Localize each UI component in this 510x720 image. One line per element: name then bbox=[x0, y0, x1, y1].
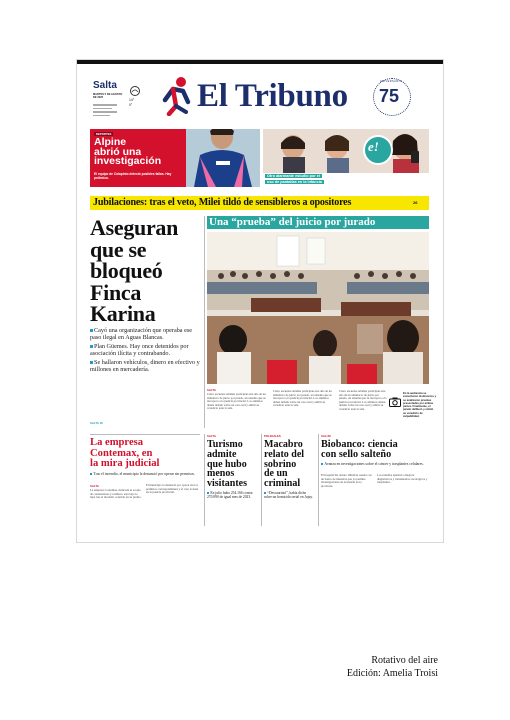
juicio-headline: Una “prueba” del juicio por jurado bbox=[209, 216, 376, 228]
lead-page-ref: SALTA 18 bbox=[90, 421, 103, 425]
alpine-title bbox=[94, 138, 161, 167]
column-divider bbox=[261, 434, 262, 526]
macabro-headline-line: de un bbox=[264, 468, 288, 480]
turismo-headline-line: que hubo bbox=[207, 458, 247, 470]
lead-bullet-text: Cayó una organización que operaba ese paso ilegal en Aguas Blancas. bbox=[90, 327, 192, 341]
turismo-sub-text: En julio hubo 254.166 contra 270.890 de igual mes de 2023. bbox=[207, 491, 253, 500]
contemax-headline-line: Contemax, en bbox=[90, 447, 153, 459]
e-badge-label: e! bbox=[368, 139, 379, 154]
edition-city: Salta bbox=[93, 80, 117, 91]
biobanco-sub-text: Avanza en investigaciones sobre el cáncer y trasplantes celulares. bbox=[324, 462, 424, 466]
weather-icon bbox=[129, 84, 141, 96]
contemax-headline-line: La empresa bbox=[90, 437, 144, 448]
macabro-headline-line: criminal bbox=[264, 478, 301, 490]
biobanco-sub bbox=[321, 462, 429, 466]
juicio-body-cont: Cinco escuelas salteñas participan este año de un simulacro de juicio por jurado, un sistema que se incorpora a la justicia provincial. Los alumnos deben debatir sobre un caso real y emitir su veredicto ante la sala. bbox=[273, 390, 332, 408]
turismo-headline-line: Turismo bbox=[207, 439, 243, 450]
turismo-headline[interactable] bbox=[207, 440, 263, 489]
driver-photo bbox=[186, 129, 260, 187]
bullet-square-icon bbox=[90, 345, 93, 348]
column-divider bbox=[318, 434, 319, 526]
macabro-headline-line: Macabro bbox=[264, 439, 303, 450]
turismo-headline-line: admite bbox=[207, 448, 237, 460]
banner-page-ref: 26 bbox=[413, 200, 418, 205]
turismo-kicker: SALTA bbox=[207, 434, 216, 438]
contemax-headline[interactable] bbox=[90, 438, 200, 470]
anniversary-ring-label: ANIVERSARIO bbox=[380, 80, 403, 83]
bullet-square-icon bbox=[90, 361, 93, 364]
macabro-sub bbox=[264, 491, 314, 499]
anniversary-number: 75 bbox=[379, 86, 400, 106]
biobanco-kicker: SALUD bbox=[321, 434, 331, 438]
bullet-square-icon bbox=[90, 329, 93, 332]
lead-headline-line: Aseguran bbox=[90, 215, 179, 240]
turismo-headline-line: menos bbox=[207, 468, 235, 480]
biobanco-body-col-2: Los estudios apuntan a mejorar diagnósticos y tratamientos oncológicos y trasplantes. bbox=[377, 474, 428, 485]
screens-caption-line-2: uso de pantallas en la infancia bbox=[267, 179, 322, 184]
section-rule bbox=[90, 434, 200, 435]
kids-photo bbox=[263, 129, 429, 173]
contemax-kicker: SALTA bbox=[90, 484, 99, 488]
biobanco-headline-line: con sello salteño bbox=[321, 449, 392, 460]
juicio-body-col-1: Cinco escuelas salteñas participan este año de un simulacro de juicio por jurado, un sistema que se incorpora a la justicia provincial. Los alumnos deben debatir sobre un caso real y emitir su veredicto ante la sala. bbox=[207, 393, 266, 411]
edition-info-lines bbox=[93, 104, 117, 116]
contemax-body-col-2: El municipio la denunció por operar sin los permisos correspondientes y el caso avanza en la justicia provincial. bbox=[146, 484, 199, 495]
screens-caption-line-1: Otro alarmante estudio por el bbox=[267, 174, 320, 178]
biobanco-headline-line: Biobanco: ciencia bbox=[321, 439, 398, 450]
lead-bullet bbox=[90, 344, 200, 357]
macabro-headline-line: sobrino bbox=[264, 458, 297, 470]
lead-headline[interactable] bbox=[90, 217, 200, 325]
juicio-body-col-3 bbox=[339, 390, 387, 429]
juicio-body-col-2 bbox=[273, 390, 335, 429]
screens-teaser[interactable] bbox=[263, 129, 429, 187]
screens-caption bbox=[263, 173, 429, 187]
lead-bullet-text: Se hallaron vehículos, dinero en efectivo y millones en mercadería. bbox=[90, 359, 200, 373]
alpine-title-line: Alpine bbox=[94, 136, 127, 148]
macabro-headline[interactable] bbox=[264, 440, 318, 489]
contemax-sub-text: Tras el incendio, el municipio la denunció por operar sin permisos. bbox=[93, 472, 195, 476]
juicio-headline-bar[interactable] bbox=[207, 216, 429, 229]
macabro-sub-text: “Descuartizó”, había dicho sobre un homicida serial en Jujuy. bbox=[264, 491, 313, 500]
lead-bullets bbox=[90, 328, 200, 374]
footer-credit-editor: Edición: Amelia Troisi bbox=[346, 668, 438, 679]
alpine-title-line: investigación bbox=[94, 155, 162, 167]
weather-low: 0° bbox=[129, 103, 133, 107]
edition-date: MARTES 5 DE AGOSTO DE 2025 bbox=[93, 93, 123, 100]
juicio-body-cont: Cinco escuelas salteñas participan este año de un simulacro de juicio por jurado, un sistema que se incorpora a la justicia provincial. Los alumnos deben debatir sobre un caso real y emitir su veredicto ante la sala. bbox=[339, 390, 387, 411]
weather-high: 14° bbox=[129, 98, 135, 102]
turismo-sub bbox=[207, 491, 257, 499]
macabro-kicker: POLICIALES bbox=[264, 434, 281, 438]
lead-bullet bbox=[90, 328, 200, 341]
column-divider bbox=[204, 434, 205, 526]
lead-bullet bbox=[90, 360, 200, 373]
biobanco-body-col-1: El hospital Dr. Arturo Oñativia cuenta con un banco de muestras que ya permite investigaciones de avanzada en la provincia. bbox=[321, 474, 372, 488]
lead-headline-line: bloqueó bbox=[90, 258, 163, 283]
column-divider bbox=[204, 216, 205, 428]
alpine-title-line: abrió una bbox=[94, 145, 142, 158]
lead-headline-line: que se bbox=[90, 236, 147, 262]
jubilaciones-banner[interactable] bbox=[90, 196, 429, 210]
contemax-body-col-1: La empresa Contemax, dedicada al acopio de contenedores y residuos, está bajo la lupa tras el incendio ocurrido en su predio. bbox=[90, 489, 142, 500]
lead-headline-line: Finca bbox=[90, 279, 142, 305]
contemax-headline-line: la mira judicial bbox=[90, 458, 160, 470]
newspaper-front-page bbox=[77, 60, 443, 542]
lead-bullet-text: Plan Güemes. Hay once detenidos por asociación ilícita y contrabando. bbox=[90, 343, 189, 357]
masthead bbox=[77, 64, 443, 126]
contemax-sub bbox=[90, 472, 200, 476]
juicio-kicker: SALTA bbox=[207, 388, 216, 392]
courtroom-photo bbox=[207, 232, 429, 384]
biobanco-headline[interactable] bbox=[321, 440, 431, 460]
lead-headline-line: Karina bbox=[90, 301, 156, 326]
alpine-teaser[interactable] bbox=[90, 129, 260, 187]
alpine-kicker: DEPORTES bbox=[96, 132, 112, 136]
runner-logo-icon bbox=[159, 76, 193, 116]
banner-headline: Jubilaciones: tras el veto, Milei tildó de sensibleros a opositores bbox=[93, 197, 352, 208]
alpine-sub: El equipo de Colapinto detectó posibles fallas. Hay polémica. bbox=[94, 172, 172, 180]
camera-icon bbox=[389, 394, 401, 404]
footer-credit-program: Rotativo del aire bbox=[371, 655, 438, 666]
macabro-headline-line: relato del bbox=[264, 448, 305, 460]
masthead-logo: El Tribuno bbox=[197, 78, 348, 114]
turismo-headline-line: visitantes bbox=[207, 478, 247, 490]
juicio-photo-caption: En la audiencia se escucharon testimonios y se analizaron pruebas presentadas por ambas partes. Finalmente, el jurado deliberó y emitió su veredicto de culpabilidad. bbox=[403, 392, 437, 419]
